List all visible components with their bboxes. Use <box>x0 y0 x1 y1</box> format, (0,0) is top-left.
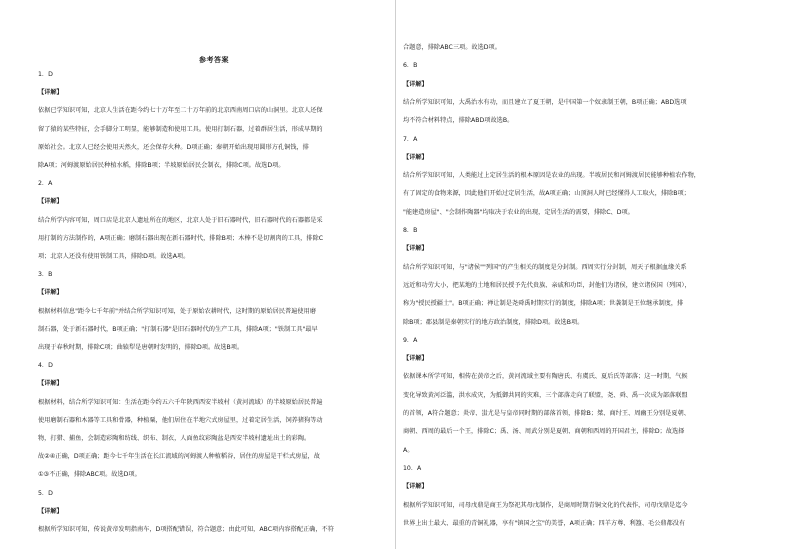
text-line: 合题意，排除ABC三项。故选D项。 <box>403 44 501 51</box>
answer-number: 2．A <box>38 180 53 188</box>
text-line: 商朝、西周的最后一个王，排除C；禹、汤、周武分别是夏朝、商朝和西周的开国君主，排除D；故选择 <box>403 428 685 436</box>
text-line: 有了固定的食物来源，因此他们开始过定居生活，故A项正确；山顶洞人时已经懂得人工取火，排除B项； <box>403 190 690 198</box>
answer-number: 5．D <box>38 489 53 497</box>
text-line: "能建造房屋"、"会制作陶器"均取决于农业的出现，定居生活的需要，排除C、D项。 <box>403 208 634 216</box>
text-line: 原始社会。北京人已经会使用天然火，还会保存火种。D项正确；秦朝开始出现用圆形方孔铜钱，排 <box>38 143 309 151</box>
column-divider <box>395 0 396 549</box>
text-line: 使用磨制石器和木器等工具和骨器，种植粟，他们居住在半地穴式房屋里，过着定居生活，饲养猪狗等动 <box>38 416 323 424</box>
text-line: 根据所学知识可知，司母戊鼎是商王为祭祀其母戊制作，是商周时期青铜文化的代表作，司母戊鼎是迄今 <box>403 501 688 509</box>
text-line: 变化导致黄河泛滥，洪水成灾，为抵御共同的灾难，三个部落走向了联盟，尧、舜、禹一次成为部落联盟 <box>403 391 688 399</box>
answer-number: 8．B <box>403 227 418 234</box>
text-line: 物，打猎、捕鱼，会制造彩陶和纺线、织布、制衣，人面鱼纹彩陶盆是西安半坡村遗址出土的彩陶。 <box>38 435 311 442</box>
text-line: 故②④正确，D项正确；距今七千年生活在长江流域的河姆渡人种植稻谷，居住的房屋是干栏式房屋，故 <box>38 453 320 461</box>
text-line: 世界上出土最大、最重的青铜礼器，享有"镇国之宝"的美誉，A项正确；四羊方尊、利簋、毛公鼎都没有 <box>403 519 686 527</box>
text-line: 项；北京人还没有使用铁制工具，排除D项。故选A项。 <box>38 253 190 260</box>
text-line: 根据材料信息"距今七千年前"并结合所学知识可知，处于原始农耕时代，这时期的原始居民普遍使用磨 <box>38 307 316 315</box>
text-line: 远近和功劳大小，把某地的土地和居民授予先代贵族、亲戚和功臣，封他们为诸侯，建立诸侯国（列国）， <box>403 281 691 289</box>
text-line: 根据材料，结合所学知识可知：生活在距今约五六千年陕西西安半坡村（黄河流域）的半坡原始居民普遍 <box>38 398 323 406</box>
text-line: 出现于春秋时期，排除C项；曲辕犁是唐朝时发明的，排除D项。故选B项。 <box>38 344 244 351</box>
text-line: 结合所学内容可知，周口店是北京人遗址所在的地区，北京人处于旧石器时代，旧石器时代的石器都是采 <box>38 216 323 224</box>
section-heading: 【详解】 <box>38 89 63 97</box>
text-line: 除B项；郡县制是秦朝实行的地方政治制度，排除D项。故选B项。 <box>403 318 584 326</box>
text-line: 除A项；河姆渡原始居民种植水稻，排除B项；半坡原始居民会制衣，排除C项。故选D项。 <box>38 162 285 169</box>
text-line: 依据已学知识可知，北京人生活在距今约七十万年至二十万年前的北京西南周口店的山洞里。北京人还保 <box>38 107 323 115</box>
section-heading: 【详解】 <box>38 507 63 515</box>
section-heading: 【详解】 <box>403 245 428 253</box>
section-heading: 【详解】 <box>38 198 63 206</box>
section-heading: 【详解】 <box>403 483 428 491</box>
answer-number: 3．B <box>38 271 53 279</box>
page-title: 参考答案 <box>199 56 229 64</box>
text-line: 均不符合材料特点，排除ABD项故选B。 <box>403 117 514 125</box>
section-heading: 【详解】 <box>403 153 428 161</box>
text-line: 用打制的方法制作的，A项正确；磨制石器出现在新石器时代，排除B项；木棒不是切割肉的工具，排除C <box>38 234 324 242</box>
answer-number: 1．D <box>38 71 53 78</box>
answer-number: 4．D <box>38 362 53 370</box>
section-heading: 【详解】 <box>38 380 63 388</box>
section-heading: 【详解】 <box>403 80 428 88</box>
text-line: 的首领，A符合题意；炎帝、蚩尤是与皇帝同时期的部落首领，排除B；桀、商纣王、周幽王分别是夏朝、 <box>403 410 690 417</box>
text-line: 根据所学知识可知，传说黄帝发明指南车，D项搭配错误，符合题意；由此可知，ABC项内容搭配正确，不符 <box>38 526 334 533</box>
text-line: 结合所学知识可知，人类能过上定居生活的根本原因是农业的出现。半坡居民和河姆渡居民能够种植农作物， <box>403 172 700 180</box>
answer-number: 6．B <box>403 62 418 70</box>
section-heading: 【详解】 <box>403 355 428 363</box>
text-line: 留了猿的某些特征，会手脚分工明显，能够制造和使用工具。使用打制石器，过着群居生活，形成早期的 <box>38 125 323 133</box>
text-line: ①③不正确，排除ABC项。故选D项。 <box>38 471 141 479</box>
answer-number: 7．A <box>403 135 418 143</box>
text-line: 称为"授民授疆土"。B项正确；禅让制是尧舜禹时期实行的制度，排除A项；世袭制是王位继承制度，排 <box>403 300 684 308</box>
answer-number: 10．A <box>403 464 422 472</box>
section-heading: 【详解】 <box>38 289 63 297</box>
text-line: A。 <box>403 446 414 454</box>
text-line: 结合所学知识可知，大禹治水有功，而且建立了夏王朝，是中国第一个奴隶制王朝，B项正确；ABD选项 <box>403 98 687 106</box>
text-line: 制石器，处于新石器时代，B项正确；"打制石器"是旧石器时代的生产工具，排除A项；"铁制工具"最早 <box>38 325 318 333</box>
answer-number: 9．A <box>403 336 418 344</box>
text-line: 依据课本所学可知，相传在黄帝之后，黄河流域主要有陶唐氏、有虞氏、夏后氏等部落；这一时期，气候 <box>403 373 688 381</box>
text-line: 结合所学知识可知，与"诸侯""列国"的产生相关的制度是分封制。西周实行分封制，周天子根据血缘关系 <box>403 263 687 271</box>
